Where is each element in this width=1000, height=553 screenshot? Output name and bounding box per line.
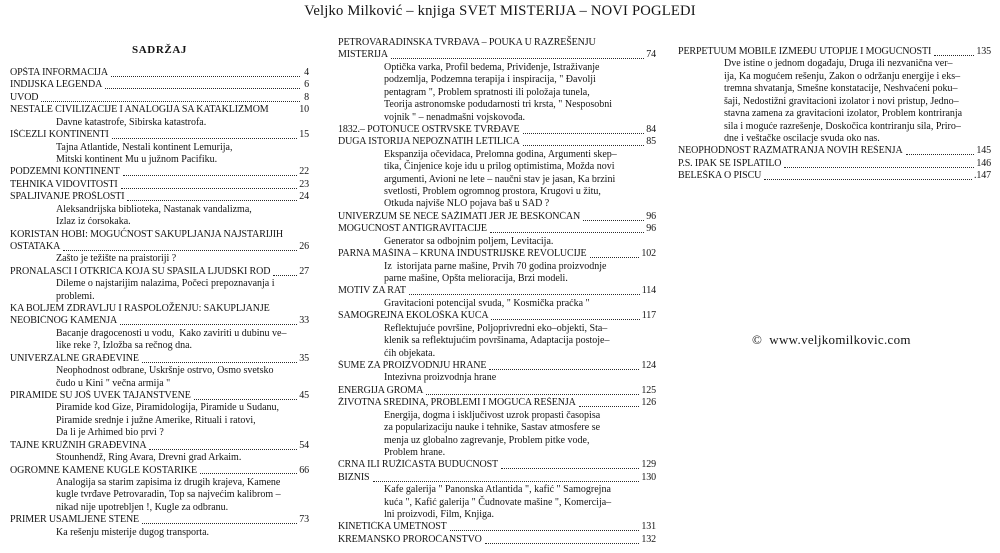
- toc-description-text: Teorija astronomske podudarnosti tri krsta, " Nesposobni: [384, 99, 613, 111]
- toc-entry: [10, 229, 309, 241]
- toc-dot-leader: [501, 467, 639, 469]
- toc-entry-text: TAJNE KRUŽNIH GRAĐEVINA: [10, 439, 147, 451]
- toc-description: [10, 402, 309, 414]
- toc-column-3: [678, 46, 991, 183]
- toc-entry-text: NEOPHODNOST RAZMATRANJA NOVIH REŠENJA: [678, 145, 903, 157]
- toc-page-number: 22: [299, 166, 309, 178]
- toc-page-number: 130: [641, 471, 656, 483]
- toc-description-text: podzemlja, Podzemna terapija i inspiracija, " Đavolji: [384, 74, 596, 86]
- toc-entry: [338, 124, 656, 136]
- toc-description-text: ćih objekata.: [384, 347, 436, 359]
- toc-page-number: 15: [299, 129, 309, 141]
- toc-dot-leader: [105, 87, 299, 89]
- toc-description: [10, 489, 309, 501]
- toc-description: [10, 427, 309, 439]
- toc-page-number: 131: [641, 521, 656, 533]
- toc-entry-text: PRIMER USAMLJENE STENE: [10, 514, 140, 526]
- toc-dot-leader: [491, 318, 639, 320]
- toc-entry: [678, 46, 991, 58]
- toc-page-number: 126: [641, 397, 656, 409]
- toc-entry: [338, 285, 656, 297]
- toc-description-text: parne mašine, Opšta melioracija, Brzi modeli.: [384, 273, 568, 285]
- toc-entry-text: MOTIV ZA RAT: [338, 285, 406, 297]
- toc-entry-text: ENERGIJA GROMA: [338, 384, 424, 396]
- toc-entry: [338, 136, 656, 148]
- toc-entry-text: SAMOGREJNA EKOLOŠKA KUĆA: [338, 310, 489, 322]
- toc-dot-leader: [450, 529, 640, 531]
- toc-page-number: 124: [641, 359, 656, 371]
- toc-dot-leader: [523, 144, 645, 146]
- toc-entry: [338, 211, 656, 223]
- toc-entry-text: 1832.– POTONUĆE OSTRVSKE TVRĐAVE: [338, 123, 520, 135]
- toc-entry-text: KORISTAN HOBI: MOGUĆNOST SAKUPLJANJA NAJSTARIJIH: [10, 228, 284, 240]
- toc-entry: [10, 465, 309, 477]
- toc-entry-text: MISTERIJA: [338, 49, 389, 61]
- toc-description-text: Izlaz iz ćorsokaka.: [56, 216, 131, 228]
- toc-description-text: kuća ", Kafić galerija " Čudnovate mašine ", Komercija–: [384, 496, 612, 508]
- toc-entry-text: BIZNIS: [338, 471, 370, 483]
- toc-entry-text: DUGA ISTORIJA NEPOZNATIH LETILICA: [338, 136, 520, 148]
- toc-lines-column-1: [10, 67, 309, 539]
- toc-description: [338, 112, 656, 124]
- toc-description-text: Da li je Arhimed bio prvi ?: [56, 427, 164, 439]
- toc-entry: [10, 79, 309, 91]
- toc-entry: [678, 158, 991, 170]
- toc-description: [338, 422, 656, 434]
- toc-dot-leader: [391, 57, 644, 59]
- toc-entry-text: NESTALE CIVILIZACIJE I ANALOGIJA SA KATAKLIZMOM: [10, 104, 269, 116]
- toc-entry: [10, 67, 309, 79]
- toc-entry-text: SPALJIVANJE PROŠLOSTI: [10, 191, 125, 203]
- toc-dot-leader: [120, 323, 297, 325]
- toc-page-number: 96: [646, 210, 656, 222]
- toc-page-number: .147: [973, 170, 991, 182]
- toc-dot-leader: [63, 249, 297, 251]
- toc-page-number: 45: [299, 389, 309, 401]
- toc-page-number: 74: [646, 49, 656, 61]
- toc-description-text: Dve istine o jednom događaju, Druga ili nezvanična ver–: [724, 58, 953, 70]
- toc-description: [678, 96, 991, 108]
- toc-description-text: Zašto je težište na praistoriji ?: [56, 253, 177, 265]
- toc-dot-leader: [426, 393, 639, 395]
- toc-entry-text: KA BOLJEM ZDRAVLJU I RASPOLOŽENJU: SAKUPLJANJE: [10, 303, 270, 315]
- toc-dot-leader: [121, 187, 298, 189]
- toc-entry: [10, 241, 309, 253]
- toc-column-1: [10, 44, 309, 539]
- toc-entry: [10, 303, 309, 315]
- toc-description: [10, 216, 309, 228]
- toc-dot-leader: [111, 75, 300, 77]
- toc-description: [338, 298, 656, 310]
- toc-description: [338, 74, 656, 86]
- toc-entry-text: BELEŠKA O PISCU: [678, 170, 762, 182]
- toc-description: [10, 365, 309, 377]
- toc-page-number: 125: [641, 384, 656, 396]
- toc-lines-column-3: [678, 46, 991, 183]
- toc-description-text: lni proizvodi, Film, Knjiga.: [384, 509, 494, 521]
- toc-description-text: čudo u Kini " večna armija ": [56, 377, 171, 389]
- toc-description-text: Reflektujuće površine, Poljoprivredni eko–objekti, Sta–: [384, 322, 608, 334]
- toc-description: [678, 133, 991, 145]
- toc-entry: [10, 166, 309, 178]
- toc-description-text: Dileme o najstarijim nalazima, Počeci prepoznavanja i: [56, 278, 275, 290]
- toc-description-text: argumenti, Avioni ne lete – naučni stav je jasan, Ka brzini: [384, 173, 616, 185]
- toc-description-text: Gravitacioni potencijal svuda, " Kosmička praćka ": [384, 297, 590, 309]
- toc-description: [338, 236, 656, 248]
- toc-description-text: Piramide kod Gize, Piramidologija, Piramide u Sudanu,: [56, 402, 280, 414]
- toc-dot-leader: [373, 480, 640, 482]
- toc-page-number: 4: [301, 67, 309, 79]
- toc-description: [338, 62, 656, 74]
- toc-entry-text: KREMANSKO PROROČANSTVO: [338, 533, 482, 545]
- toc-entry-text: OSTATAKA: [10, 240, 61, 252]
- toc-entry-text: CRNA ILI RUŽIČASTA BUDUĆNOST: [338, 459, 499, 471]
- toc-entry: [10, 129, 309, 141]
- toc-description-text: Piramide srednje i južne Amerike, Rituali i ratovi,: [56, 414, 256, 426]
- toc-entry: [338, 397, 656, 409]
- toc-description-text: Stounhendž, Ring Avara, Drevni grad Arkaim.: [56, 452, 242, 464]
- toc-page-number: 24: [299, 191, 309, 203]
- toc-page-number: 26: [299, 240, 309, 252]
- toc-description-text: stavna zamena za gravitacioni izolator, Problem kontriranja: [724, 108, 963, 120]
- toc-description: [10, 117, 309, 129]
- toc-description: [10, 142, 309, 154]
- toc-description: [338, 87, 656, 99]
- toc-description-text: ija, Ka mogućem rešenju, Zakon o održanju energije i eks–: [724, 70, 961, 82]
- toc-page-number: 102: [641, 248, 656, 260]
- toc-page-number: 66: [299, 464, 309, 476]
- copyright-line: © www.veljkomilkovic.com: [752, 332, 911, 347]
- toc-entry-text: ŠUME ZA PROIZVODNJU HRANE: [338, 359, 487, 371]
- toc-page-number: 145: [976, 145, 991, 157]
- toc-entry: [10, 440, 309, 452]
- toc-entry: [338, 223, 656, 235]
- toc-description: [338, 335, 656, 347]
- toc-description-text: Optička varka, Profil bedema, Priviđenje, Istraživanje: [384, 61, 600, 73]
- toc-entry: [10, 266, 309, 278]
- toc-column-2: [338, 37, 656, 546]
- toc-description-text: tika, Činjenice koje idu u prilog optimistima, Možda novi: [384, 161, 615, 173]
- toc-description-text: Ka rešenju misterije dugog transporta.: [56, 526, 210, 538]
- toc-description: [338, 149, 656, 161]
- toc-description-text: Davne katastrofe, Sibirska katastrofa.: [56, 116, 207, 128]
- toc-dot-leader: [200, 472, 297, 474]
- toc-entry: [338, 37, 656, 49]
- toc-description: [338, 509, 656, 521]
- toc-description: [10, 477, 309, 489]
- toc-page-number: 73: [299, 514, 309, 526]
- toc-entry-text: KINETIČKA UMETNOST: [338, 521, 447, 533]
- toc-entry: [10, 191, 309, 203]
- toc-entry-text: OPŠTA INFORMACIJA: [10, 67, 109, 79]
- toc-description: [338, 99, 656, 111]
- toc-description: [338, 410, 656, 422]
- toc-description: [10, 378, 309, 390]
- toc-dot-leader: [590, 256, 640, 258]
- toc-description: [678, 71, 991, 83]
- toc-description: [10, 340, 309, 352]
- toc-entry-text: OGROMNE KAMENE KUGLE KOSTARIKE: [10, 464, 197, 476]
- toc-description-text: Neophodnost odbrane, Uskršnje ostrvo, Osmo svetsko: [56, 365, 274, 377]
- toc-entry-text: ŽIVOTNA SREDINA, PROBLEMI I MOGUĆA REŠENJA: [338, 397, 576, 409]
- toc-dot-leader: [127, 199, 297, 201]
- toc-description: [10, 328, 309, 340]
- toc-entry: [338, 521, 656, 533]
- toc-entry: [338, 49, 656, 61]
- toc-description-text: like reke ?, Izložba sa rečnog dna.: [56, 340, 193, 352]
- toc-description-text: šaji, Nedostižni gravitacioni izolator i novi pristup, Jedno–: [724, 95, 959, 107]
- toc-entry: [678, 145, 991, 157]
- toc-dot-leader: [784, 166, 974, 168]
- toc-dot-leader: [112, 137, 298, 139]
- toc-description: [678, 121, 991, 133]
- toc-description-text: Generator sa odbojnim poljem, Levitacija.: [384, 235, 554, 247]
- toc-entry-text: PODZEMNI KONTINENT: [10, 166, 120, 178]
- toc-entry-text: NEOBIČNOG KAMENJA: [10, 315, 118, 327]
- toc-dot-leader: [489, 368, 639, 370]
- toc-entry: [10, 92, 309, 104]
- toc-lines-column-2: [338, 37, 656, 546]
- toc-entry: [338, 472, 656, 484]
- toc-dot-leader: [523, 132, 645, 134]
- toc-entry: [338, 310, 656, 322]
- toc-description-text: tremna shvatanja, Smešne konstatacije, Neshvaćeni poku–: [724, 83, 958, 95]
- toc-description-text: Analogija sa starim zapisima iz drugih krajeva, Kamene: [56, 476, 281, 488]
- toc-description-text: svetlosti, Problem ogromnog prostora, Krugovi u žitu,: [384, 186, 601, 198]
- toc-entry: [10, 514, 309, 526]
- toc-description: [10, 527, 309, 539]
- toc-entry-text: IŠČEZLI KONTINENTI: [10, 129, 109, 141]
- toc-entry: [10, 104, 309, 116]
- toc-dot-leader: [142, 361, 297, 363]
- toc-dot-leader: [583, 219, 644, 221]
- toc-entry-text: PETROVARADINSKA TVRĐAVA – POUKA U RAZREŠENJU: [338, 37, 596, 48]
- toc-description: [10, 415, 309, 427]
- toc-description-text: Problem hrane.: [384, 446, 446, 458]
- toc-description-text: klenik sa reflektujućim površinama, Adaptacija postoje–: [384, 335, 610, 347]
- toc-description: [338, 161, 656, 173]
- toc-entry-text: PIRAMIDE SU JOŠ UVEK TAJANSTVENE: [10, 389, 191, 401]
- toc-description-text: Otkuda najviše NLO pojava baš u SAD ?: [384, 198, 550, 210]
- toc-description: [338, 261, 656, 273]
- toc-description-text: Tajna Atlantide, Nestali kontinent Lemurija,: [56, 141, 233, 153]
- toc-page-number: 85: [646, 136, 656, 148]
- toc-description: [338, 186, 656, 198]
- toc-dot-leader: [194, 398, 297, 400]
- toc-description-text: Ekspanzija očevidaca, Prelomna godina, Argumenti skep–: [384, 148, 617, 160]
- toc-page-number: 146: [976, 157, 991, 169]
- toc-entry: [338, 360, 656, 372]
- toc-dot-leader: [409, 293, 640, 295]
- toc-page-number: 6: [301, 79, 309, 91]
- toc-description: [10, 291, 309, 303]
- toc-entry: [338, 459, 656, 471]
- toc-entry: [338, 385, 656, 397]
- contents-heading: SADRŽAJ: [132, 44, 187, 56]
- toc-entry-text: P.S. IPAK SE ISPLATILO: [678, 157, 782, 169]
- toc-dot-leader: [149, 448, 297, 450]
- page-title: Veljko Milković – knjiga SVET MISTERIJA – NOVI POGLEDI: [304, 3, 696, 19]
- toc-entry-text: UNIVERZALNE GRAĐEVINE: [10, 352, 139, 364]
- toc-description: [10, 204, 309, 216]
- toc-description-text: Mitski kontinent Mu u južnom Pacifiku.: [56, 153, 218, 165]
- toc-page-number: 54: [299, 439, 309, 451]
- toc-description-text: Aleksandrijska biblioteka, Nastanak vandalizma,: [56, 203, 252, 215]
- toc-entry-text: PARNA MAŠINA – KRUNA INDUSTRIJSKE REVOLUCIJE: [338, 248, 587, 260]
- toc-description: [338, 273, 656, 285]
- toc-description: [338, 497, 656, 509]
- toc-description-text: za popularizaciju nauke i tehnike, Sastav atmosfere se: [384, 422, 601, 434]
- toc-page-number: 8: [301, 91, 309, 103]
- toc-description: [338, 348, 656, 360]
- toc-description-text: Energija, dogma i isključivost uzrok propasti časopisa: [384, 409, 601, 421]
- toc-page-number: 84: [646, 123, 656, 135]
- toc-entry-text: INDIJSKA LEGENDA: [10, 79, 103, 91]
- toc-description-text: sila i moguće razrešenje, Doskočica kontriranju sila, Priro–: [724, 120, 961, 132]
- toc-page-number: 10: [299, 104, 309, 116]
- toc-description: [338, 372, 656, 384]
- toc-description-text: pentagram ", Problem spratnosti ili položaja tunela,: [384, 86, 590, 98]
- toc-description: [678, 58, 991, 70]
- toc-page-number: 27: [299, 265, 309, 277]
- toc-description-text: menja uz globalno zagrevanje, Problem pitke vode,: [384, 434, 590, 446]
- toc-entry-text: MOGUĆNOST ANTIGRAVITACIJE: [338, 223, 487, 235]
- toc-entry: [338, 534, 656, 546]
- toc-entry: [678, 170, 991, 182]
- toc-page-number: 114: [641, 285, 656, 297]
- toc-dot-leader: [579, 405, 640, 407]
- toc-page-number: 132: [641, 533, 656, 545]
- toc-page-number: 23: [299, 178, 309, 190]
- toc-page-number: 135: [976, 46, 991, 57]
- toc-description: [10, 502, 309, 514]
- toc-entry-text: PRONALASCI I OTKRIĆA KOJA SU SPASILA LJUDSKI ROD: [10, 265, 271, 277]
- toc-entry-text: UVOD: [10, 91, 39, 103]
- toc-dot-leader: [273, 274, 297, 276]
- toc-entry: [10, 353, 309, 365]
- toc-description: [338, 435, 656, 447]
- toc-description-text: kugle tvrđave Petrovaradin, Top sa najvećim kalibrom –: [56, 489, 281, 501]
- toc-dot-leader: [934, 54, 974, 56]
- toc-description: [10, 278, 309, 290]
- toc-entry: [10, 315, 309, 327]
- toc-entry: [10, 179, 309, 191]
- toc-description-text: problemi.: [56, 290, 95, 302]
- toc-description: [338, 447, 656, 459]
- toc-dot-leader: [485, 542, 640, 544]
- toc-entry: [338, 248, 656, 260]
- toc-page-number: 117: [641, 310, 656, 322]
- toc-page-number: 33: [299, 315, 309, 327]
- toc-dot-leader: [41, 100, 299, 102]
- toc-description: [678, 83, 991, 95]
- toc-description: [338, 323, 656, 335]
- toc-description-text: Iz istorijata parne mašine, Prvih 70 godina proizvodnje: [384, 260, 607, 272]
- toc-description: [338, 174, 656, 186]
- toc-description-text: Bacanje dragocenosti u vodu, Kako zaviriti u dubinu ve–: [56, 327, 287, 339]
- toc-description: [678, 108, 991, 120]
- toc-dot-leader: [142, 522, 297, 524]
- toc-description-text: dne i veštačke oscilacje svuda oko nas.: [724, 132, 880, 144]
- toc-dot-leader: [764, 178, 972, 180]
- toc-description-text: vojnik " – nenadmašni vojskovođa.: [384, 111, 526, 123]
- toc-description: [10, 452, 309, 464]
- toc-description-text: Kafe galerija " Panonska Atlantida ", kafić " Samogrejna: [384, 484, 611, 496]
- toc-description: [338, 198, 656, 210]
- toc-dot-leader: [123, 174, 297, 176]
- toc-page-number: 129: [641, 459, 656, 471]
- toc-description: [10, 253, 309, 265]
- toc-entry-text: UNIVERZUM SE NEĆE SAŽIMATI JER JE BESKONČAN: [338, 210, 581, 222]
- toc-page-number: 35: [299, 352, 309, 364]
- toc-page-number: 96: [646, 223, 656, 235]
- toc-dot-leader: [490, 231, 644, 233]
- toc-entry-text: TEHNIKA VIDOVITOSTI: [10, 178, 118, 190]
- toc-description-text: nikad nije upotrebljen !, Kugle za odbranu.: [56, 501, 229, 513]
- toc-dot-leader: [906, 153, 975, 155]
- toc-description-text: Intezivna proizvodnja hrane: [384, 372, 497, 384]
- toc-description: [338, 484, 656, 496]
- toc-entry: [10, 390, 309, 402]
- toc-entry-text: PERPETUUM MOBILE IZMEĐU UTOPIJE I MOGUĆNOSTI: [678, 46, 932, 57]
- toc-description: [10, 154, 309, 166]
